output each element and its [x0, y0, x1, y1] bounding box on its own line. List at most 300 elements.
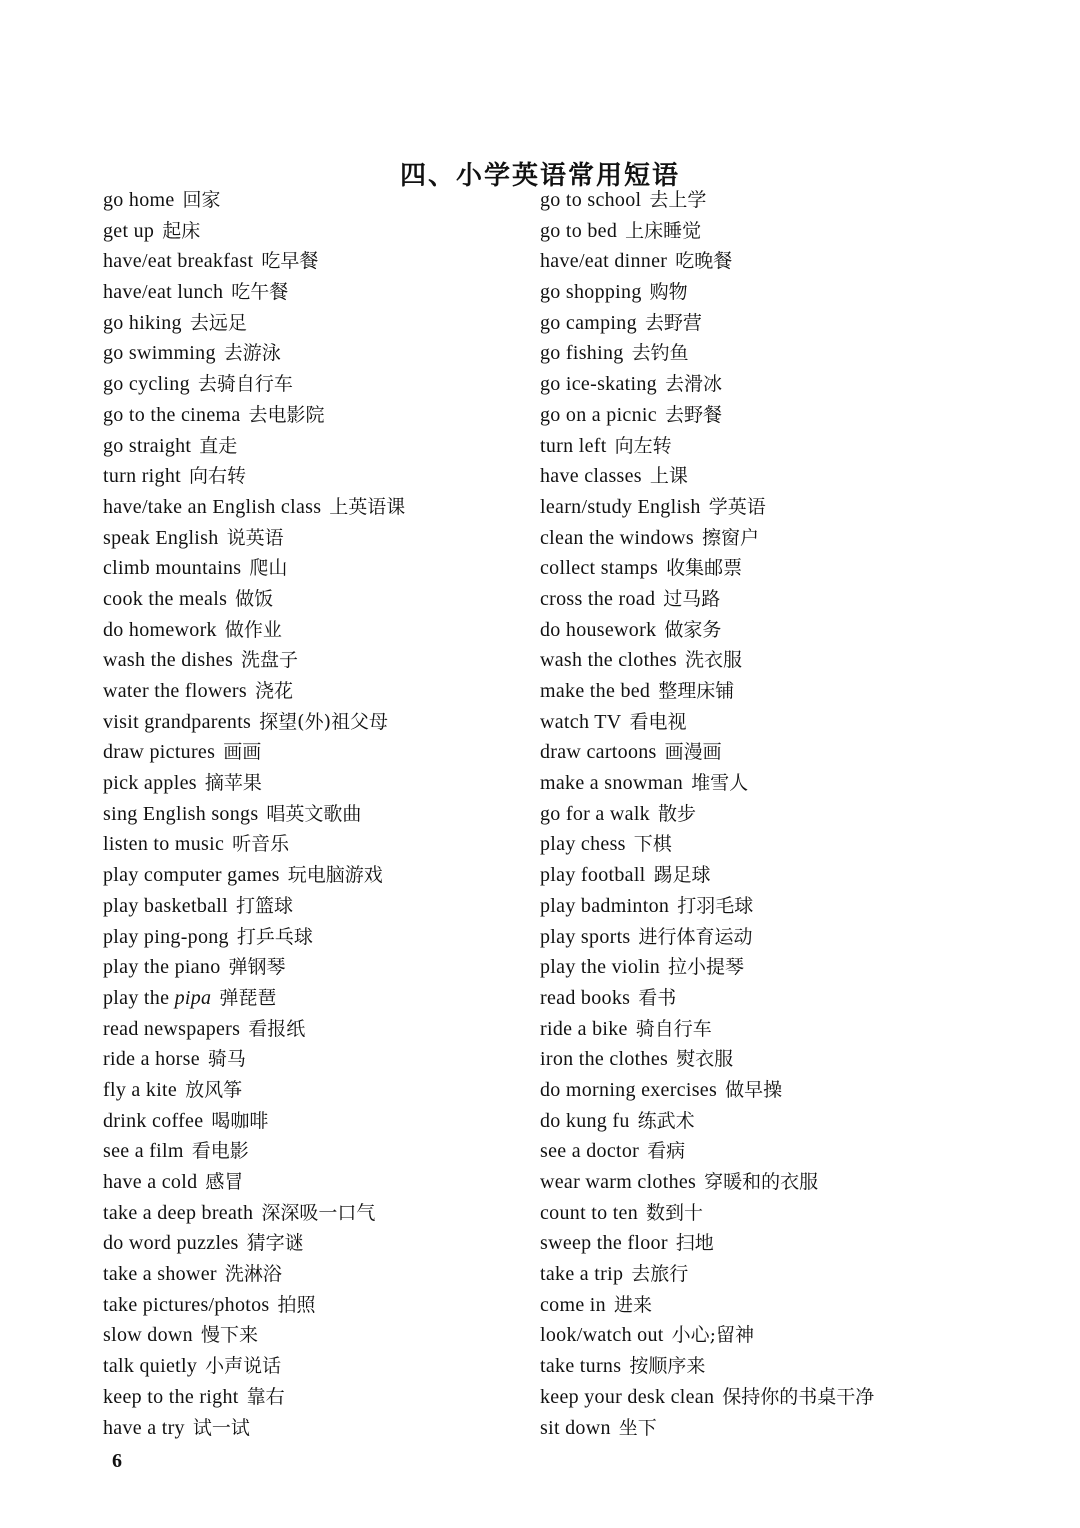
phrase-english — [540, 1198, 638, 1229]
phrase-english — [103, 645, 233, 676]
phrase-row — [540, 1413, 874, 1444]
phrase-chinese: 打羽毛球 — [677, 894, 754, 917]
phrase-english — [103, 369, 190, 400]
phrase-english-text: play the violin — [540, 956, 661, 979]
phrase-english-text: play basketball — [103, 894, 229, 917]
phrase-english-text: go ice-skating — [540, 373, 657, 396]
phrase-english-text: play sports — [540, 925, 631, 948]
phrase-english-text: go to bed — [540, 219, 618, 242]
phrase-row — [103, 1136, 405, 1167]
phrase-english — [103, 431, 191, 462]
phrase-row — [540, 553, 874, 584]
phrase-english — [540, 922, 631, 953]
phrase-english-text: watch TV — [540, 710, 622, 733]
phrase-english-text: iron the clothes — [540, 1048, 669, 1071]
phrase-english-text: talk quietly — [103, 1355, 198, 1378]
phrase-chinese: 吃午餐 — [231, 281, 289, 304]
page-title: 四、小学英语常用短语 — [399, 161, 680, 192]
phrase-chinese: 猜字谜 — [246, 1232, 304, 1255]
phrase-row — [103, 799, 405, 830]
phrase-english — [103, 492, 321, 523]
phrase-english — [540, 216, 617, 247]
phrase-row — [540, 1228, 874, 1259]
phrase-row — [103, 246, 405, 277]
phrase-english — [540, 1320, 664, 1351]
phrase-row — [103, 400, 405, 431]
phrase-chinese: 去游泳 — [223, 342, 281, 365]
phrase-row — [103, 1106, 405, 1137]
phrase-row — [103, 860, 405, 891]
phrase-english-text: climb mountains — [103, 557, 242, 580]
phrase-english — [540, 523, 694, 554]
phrase-row — [103, 983, 405, 1014]
phrase-row — [103, 369, 405, 400]
phrase-english-text: draw pictures — [103, 741, 216, 764]
phrase-english — [540, 891, 669, 922]
phrase-english-text: sweep the floor — [540, 1232, 668, 1255]
phrase-row — [540, 461, 874, 492]
phrase-english — [540, 768, 683, 799]
phrase-chinese: 洗衣服 — [685, 649, 743, 672]
phrase-row — [540, 1259, 874, 1290]
phrase-english — [540, 1382, 714, 1413]
phrase-english-text: keep your desk clean — [540, 1385, 715, 1408]
phrase-english-text: have/eat lunch — [103, 281, 224, 304]
phrase-english — [103, 185, 175, 216]
phrase-english — [103, 737, 215, 768]
phrase-chinese: 看电影 — [191, 1140, 249, 1163]
phrase-english — [103, 983, 211, 1014]
phrase-english-text: go cycling — [103, 373, 190, 396]
phrase-chinese: 过马路 — [663, 587, 721, 610]
phrase-english — [103, 829, 224, 860]
phrase-english-text: have/eat breakfast — [103, 250, 254, 273]
phrase-row — [103, 1075, 405, 1106]
phrase-row — [540, 1044, 874, 1075]
phrase-chinese: 去骑自行车 — [197, 373, 293, 396]
phrase-chinese: 看报纸 — [248, 1017, 306, 1040]
phrase-row — [103, 1044, 405, 1075]
phrase-row — [540, 1106, 874, 1137]
phrase-english — [103, 1228, 239, 1259]
phrase-row — [540, 676, 874, 707]
phrase-chinese: 慢下来 — [200, 1324, 258, 1347]
phrase-english-text: make a snowman — [540, 772, 684, 795]
phrase-chinese: 做早操 — [725, 1078, 783, 1101]
phrase-english-text: play computer games — [103, 864, 280, 887]
phrase-row — [540, 216, 874, 247]
phrase-chinese: 去野营 — [644, 311, 702, 334]
phrase-english — [540, 860, 646, 891]
phrase-english — [540, 338, 624, 369]
phrase-row — [540, 983, 874, 1014]
phrase-english — [540, 369, 657, 400]
phrase-row — [103, 185, 405, 216]
phrase-chinese: 熨衣服 — [676, 1048, 734, 1071]
phrase-row — [103, 277, 405, 308]
phrase-row — [103, 645, 405, 676]
phrase-row — [103, 952, 405, 983]
phrase-row — [540, 1075, 874, 1106]
phrase-row — [103, 1228, 405, 1259]
phrase-row — [540, 829, 874, 860]
phrase-row — [540, 1320, 874, 1351]
phrase-english-text: go fishing — [540, 342, 624, 365]
phrase-english-text: take pictures/photos — [103, 1293, 270, 1316]
phrase-row — [103, 1014, 405, 1045]
phrase-row — [540, 308, 874, 339]
phrase-chinese: 骑自行车 — [635, 1017, 712, 1040]
phrase-row — [540, 1351, 874, 1382]
phrase-chinese: 喝咖啡 — [211, 1109, 269, 1132]
phrase-english-text: collect stamps — [540, 557, 659, 580]
phrase-english — [540, 1167, 696, 1198]
phrase-row — [103, 523, 405, 554]
phrase-chinese: 收集邮票 — [666, 557, 743, 580]
phrase-row — [540, 1167, 874, 1198]
phrase-chinese: 放风筝 — [185, 1078, 243, 1101]
phrase-row — [540, 645, 874, 676]
phrase-english-italic: pipa — [174, 986, 212, 1009]
phrase-english — [103, 338, 216, 369]
phrase-row — [540, 1136, 874, 1167]
phrase-row — [540, 860, 874, 891]
phrase-row — [540, 799, 874, 830]
phrase-row — [540, 922, 874, 953]
phrase-english — [103, 615, 217, 646]
phrase-english-text: go shopping — [540, 281, 642, 304]
phrase-chinese: 向左转 — [614, 434, 672, 457]
phrase-chinese: 回家 — [182, 189, 221, 211]
phrase-english — [540, 1228, 668, 1259]
phrase-english — [540, 737, 657, 768]
phrase-row — [103, 1167, 405, 1198]
phrase-english-text: play football — [540, 864, 646, 887]
phrase-row — [540, 431, 874, 462]
phrase-english-text: see a doctor — [540, 1140, 640, 1163]
phrase-english-text: go for a walk — [540, 802, 650, 825]
phrase-english-text: look/watch out — [540, 1324, 664, 1347]
phrase-chinese: 上英语课 — [329, 495, 406, 518]
phrase-english — [540, 1136, 639, 1167]
phrase-chinese: 直走 — [199, 434, 238, 457]
phrase-chinese: 看病 — [647, 1140, 686, 1163]
phrase-english — [540, 952, 660, 983]
phrase-chinese: 洗淋浴 — [224, 1263, 282, 1286]
phrase-row — [103, 584, 405, 615]
phrase-english-text: turn left — [540, 434, 607, 457]
phrase-english-text: ride a bike — [540, 1017, 628, 1040]
phrase-chinese: 起床 — [162, 219, 201, 242]
phrase-english-text: have/take an English class — [103, 495, 322, 518]
phrase-row — [540, 185, 874, 216]
phrase-row — [103, 1290, 405, 1321]
phrase-english-text: do homework — [103, 618, 217, 641]
phrase-english — [103, 1167, 197, 1198]
phrase-english — [103, 707, 251, 738]
phrase-row — [103, 1351, 405, 1382]
phrase-row — [540, 492, 874, 523]
phrase-english — [540, 983, 630, 1014]
phrase-english — [540, 1044, 668, 1075]
phrase-english-text: drink coffee — [103, 1109, 204, 1132]
phrase-english-text: play badminton — [540, 894, 670, 917]
phrase-english-text: have a cold — [103, 1171, 198, 1193]
phrase-chinese: 扫地 — [675, 1232, 714, 1255]
phrase-english — [540, 584, 655, 615]
phrase-english-text: sit down — [540, 1416, 611, 1439]
phrase-chinese: 去远足 — [189, 311, 247, 334]
phrase-english — [540, 1290, 606, 1321]
phrase-list-right — [540, 185, 874, 1443]
page-number: 6 — [112, 1450, 122, 1472]
phrase-chinese: 保持你的书桌干净 — [722, 1385, 875, 1408]
phrase-chinese: 购物 — [649, 281, 688, 304]
phrase-chinese: 听音乐 — [232, 833, 290, 856]
phrase-english — [540, 400, 657, 431]
phrase-english-text: wash the clothes — [540, 649, 677, 672]
phrase-chinese: 打乒乓球 — [236, 925, 313, 948]
phrase-english — [103, 891, 228, 922]
phrase-row — [540, 707, 874, 738]
phrase-english — [103, 584, 227, 615]
phrase-chinese: 进行体育运动 — [638, 925, 753, 948]
phrase-english — [540, 277, 642, 308]
phrase-chinese: 打篮球 — [236, 894, 294, 917]
phrase-row — [103, 707, 405, 738]
phrase-english — [103, 1320, 193, 1351]
phrase-english-text: fly a kite — [103, 1078, 178, 1101]
phrase-english — [540, 246, 667, 277]
phrase-english-text: get up — [103, 219, 155, 242]
phrase-english — [103, 922, 229, 953]
phrase-chinese: 爬山 — [249, 557, 288, 580]
phrase-english — [540, 645, 677, 676]
phrase-chinese: 弹琵琶 — [219, 986, 277, 1009]
phrase-row — [540, 246, 874, 277]
phrase-row — [540, 338, 874, 369]
phrase-english-text: wash the dishes — [103, 649, 234, 672]
phrase-row — [540, 1290, 874, 1321]
phrase-english — [540, 799, 650, 830]
phrase-chinese: 深深吸一口气 — [261, 1201, 376, 1224]
phrase-english — [103, 246, 253, 277]
phrase-chinese: 弹钢琴 — [228, 956, 286, 979]
phrase-chinese: 上床睡觉 — [625, 219, 702, 242]
phrase-row — [103, 338, 405, 369]
phrase-english — [540, 1106, 630, 1137]
phrase-chinese: 堆雪人 — [691, 772, 749, 795]
phrase-row — [103, 431, 405, 462]
phrase-english — [103, 799, 258, 830]
phrase-english — [103, 1198, 253, 1229]
phrase-row — [103, 768, 405, 799]
phrase-chinese: 唱英文歌曲 — [266, 802, 362, 825]
phrase-row — [103, 829, 405, 860]
phrase-chinese: 做饭 — [235, 587, 274, 610]
phrase-chinese: 骑马 — [207, 1048, 246, 1071]
phrase-chinese: 学英语 — [708, 495, 766, 518]
phrase-row — [103, 1259, 405, 1290]
phrase-english-text: read books — [540, 986, 631, 1009]
phrase-row — [540, 523, 874, 554]
phrase-row — [103, 676, 405, 707]
phrase-english — [103, 1075, 177, 1106]
phrase-chinese: 去旅行 — [631, 1263, 689, 1286]
phrase-row — [103, 308, 405, 339]
phrase-english — [103, 1259, 217, 1290]
phrase-row — [103, 553, 405, 584]
phrase-english-text: go to school — [540, 189, 642, 211]
phrase-english-text: have a try — [103, 1416, 185, 1439]
phrase-english-text: slow down — [103, 1324, 193, 1347]
phrase-english — [540, 431, 607, 462]
phrase-chinese: 散步 — [657, 802, 696, 825]
phrase-english — [103, 277, 223, 308]
phrase-chinese: 上课 — [649, 465, 688, 488]
phrase-row — [540, 952, 874, 983]
phrase-english — [540, 676, 650, 707]
phrase-english-text: do morning exercises — [540, 1078, 718, 1101]
phrase-chinese: 去上学 — [649, 189, 707, 211]
phrase-row — [540, 615, 874, 646]
phrase-row — [540, 1014, 874, 1045]
phrase-english-text: come in — [540, 1293, 606, 1316]
phrase-english-text: play the — [103, 986, 170, 1009]
phrase-english-text: go home — [103, 189, 175, 211]
phrase-row — [540, 891, 874, 922]
phrase-english-text: draw cartoons — [540, 741, 657, 764]
phrase-english-text: visit grandparents — [103, 710, 252, 733]
phrase-chinese: 去滑冰 — [664, 373, 722, 396]
phrase-chinese: 看电视 — [629, 710, 687, 733]
phrase-chinese: 靠右 — [246, 1385, 285, 1408]
phrase-row — [103, 1382, 405, 1413]
phrase-chinese: 擦窗户 — [701, 526, 759, 549]
phrase-english-text: make the bed — [540, 680, 651, 702]
phrase-english-text: do kung fu — [540, 1109, 630, 1132]
phrase-english — [103, 952, 221, 983]
phrase-english — [103, 1136, 184, 1167]
phrase-chinese: 看书 — [638, 986, 677, 1009]
phrase-english — [103, 308, 182, 339]
phrase-english — [540, 185, 641, 216]
phrase-chinese: 摘苹果 — [204, 772, 262, 795]
phrase-english — [103, 1382, 239, 1413]
phrase-english — [540, 1075, 717, 1106]
phrase-english-text: sing English songs — [103, 802, 259, 825]
phrase-english-text: read newspapers — [103, 1017, 241, 1040]
phrase-chinese: 去钓鱼 — [631, 342, 689, 365]
phrase-english-text: take a shower — [103, 1263, 217, 1286]
phrase-english — [103, 523, 219, 554]
phrase-english — [103, 676, 247, 707]
phrase-english-text: cross the road — [540, 587, 656, 610]
phrase-chinese: 画漫画 — [664, 741, 722, 764]
phrase-english — [540, 707, 621, 738]
phrase-english-text: take a trip — [540, 1263, 624, 1286]
phrase-english — [540, 492, 701, 523]
phrase-chinese: 浇花 — [254, 680, 293, 702]
phrase-english — [103, 1014, 240, 1045]
phrase-english — [540, 308, 637, 339]
phrase-english-text: go swimming — [103, 342, 216, 365]
phrase-english-text: wear warm clothes — [540, 1171, 697, 1193]
phrase-english — [540, 1259, 623, 1290]
phrase-english-text: go camping — [540, 311, 637, 334]
phrase-english-text: have classes — [540, 465, 642, 488]
phrase-english-text: do word puzzles — [103, 1232, 239, 1255]
phrase-english — [540, 461, 642, 492]
phrase-english-text: play ping-pong — [103, 925, 229, 948]
phrase-english-text: see a film — [103, 1140, 184, 1163]
phrase-chinese: 说英语 — [226, 526, 284, 549]
phrase-chinese: 拉小提琴 — [668, 956, 745, 979]
phrase-row — [103, 1320, 405, 1351]
phrase-chinese: 去电影院 — [248, 403, 325, 426]
phrase-english — [103, 1290, 270, 1321]
phrase-english — [103, 860, 280, 891]
phrase-english-text: speak English — [103, 526, 219, 549]
phrase-english-text: go to the cinema — [103, 403, 241, 426]
phrase-chinese: 练武术 — [637, 1109, 695, 1132]
phrase-english — [103, 768, 197, 799]
phrase-chinese: 下棋 — [633, 833, 672, 856]
phrase-row — [103, 216, 405, 247]
phrase-english — [540, 553, 658, 584]
phrase-chinese: 整理床铺 — [658, 680, 735, 702]
phrase-english — [103, 1351, 197, 1382]
phrase-english-text: pick apples — [103, 772, 197, 795]
phrase-row — [540, 400, 874, 431]
phrase-english — [103, 1413, 185, 1444]
phrase-english-text: cook the meals — [103, 587, 228, 610]
phrase-english-text: do housework — [540, 618, 657, 641]
phrase-chinese: 试一试 — [192, 1416, 250, 1439]
phrase-chinese: 感冒 — [205, 1171, 244, 1193]
phrase-row — [540, 737, 874, 768]
phrase-english-text: play the piano — [103, 956, 221, 979]
phrase-chinese: 小心;留神 — [671, 1324, 755, 1347]
phrase-english — [540, 1014, 628, 1045]
phrase-chinese: 穿暖和的衣服 — [704, 1171, 819, 1193]
phrase-row — [540, 369, 874, 400]
phrase-english-text: clean the windows — [540, 526, 694, 549]
phrase-english — [103, 216, 154, 247]
phrase-chinese: 洗盘子 — [241, 649, 299, 672]
phrase-english-text: turn right — [103, 465, 181, 488]
phrase-chinese: 做家务 — [664, 618, 722, 641]
phrase-english-text: count to ten — [540, 1201, 639, 1224]
phrase-english — [103, 1106, 203, 1137]
phrase-english-text: go on a picnic — [540, 403, 657, 426]
phrase-chinese: 向右转 — [189, 465, 247, 488]
phrase-english-text: ride a horse — [103, 1048, 200, 1071]
phrase-english — [103, 400, 241, 431]
phrase-english-text: water the flowers — [103, 680, 247, 702]
phrase-row — [540, 1198, 874, 1229]
phrase-chinese: 小声说话 — [205, 1355, 282, 1378]
phrase-chinese: 数到十 — [646, 1201, 704, 1224]
phrase-row — [103, 492, 405, 523]
phrase-english — [540, 1413, 611, 1444]
phrase-english — [103, 553, 241, 584]
phrase-english-text: go straight — [103, 434, 192, 457]
phrase-row — [103, 1413, 405, 1444]
phrase-chinese: 坐下 — [618, 1416, 657, 1439]
phrase-english-text: have/eat dinner — [540, 250, 668, 273]
phrase-row — [103, 1198, 405, 1229]
